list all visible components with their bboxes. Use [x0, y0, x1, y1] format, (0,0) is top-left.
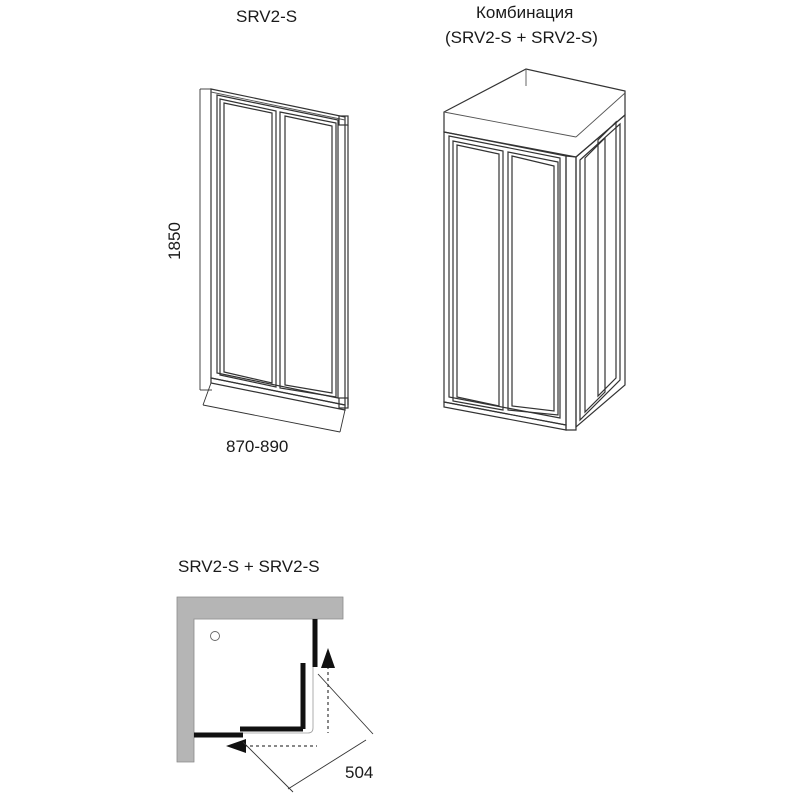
combination-view-drawing	[444, 69, 625, 430]
opening-arrow-left	[226, 739, 317, 753]
opening-dimension-label: 504	[345, 763, 374, 782]
height-dimension-label: 1850	[164, 222, 184, 260]
plan-view-title: SRV2-S + SRV2-S	[178, 557, 320, 576]
drain-icon	[211, 632, 220, 641]
combination-side-wall	[576, 115, 625, 427]
combination-title-line2: (SRV2-S + SRV2-S)	[445, 28, 598, 47]
plan-view-drawing	[177, 597, 373, 792]
width-dimension-label: 870-890	[226, 437, 289, 456]
combination-front-wall	[444, 132, 566, 430]
height-dimension-line	[200, 89, 212, 390]
combination-title-line1: Комбинация	[476, 3, 574, 22]
front-view-drawing	[200, 89, 348, 432]
combination-corner-post	[566, 156, 576, 430]
front-view-title: SRV2-S	[236, 7, 298, 26]
front-bottom-rail	[211, 378, 345, 410]
front-door-panels	[220, 99, 336, 397]
